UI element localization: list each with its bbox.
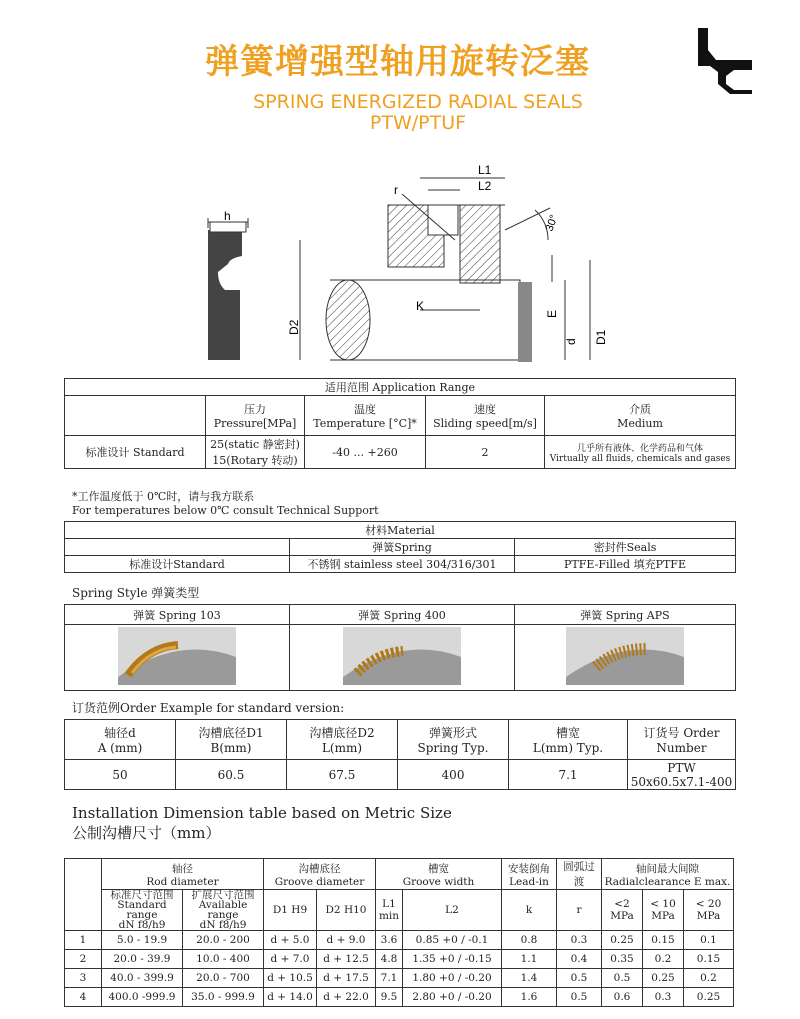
table-cell: 1 [65, 931, 102, 950]
table-row [65, 988, 734, 1007]
order-value-spring: 400 [398, 760, 509, 790]
table-cell: d + 10.5 [264, 969, 317, 988]
order-value-d1: 60.5 [176, 760, 287, 790]
table-cell: 40.0 - 399.9 [102, 969, 183, 988]
inst-group-groove: 沟槽底径 Groove diameter [264, 859, 376, 890]
inst-sub-l2: L2 [403, 890, 502, 931]
installation-heading-cn: 公制沟槽尺寸（mm） [72, 824, 221, 842]
material-col-spring: 弹簧Spring [290, 539, 515, 556]
table-cell: 400.0 -999.9 [102, 988, 183, 1007]
app-header-medium: 介质 Medium [545, 396, 736, 436]
table-cell: 2 [65, 950, 102, 969]
material-caption: 材料Material [65, 522, 736, 539]
inst-group-rod: 轴径 Rod diameter [102, 859, 264, 890]
inst-group-clearance: 轴间最大间隙 Radialclearance E max. [602, 859, 734, 890]
table-cell: 0.25 [684, 988, 734, 1007]
table-cell: 0.8 [502, 931, 557, 950]
table-cell: 2.80 +0 / -0.20 [403, 988, 502, 1007]
title-en-line2: PTW/PTUF [369, 112, 467, 134]
table-cell: 0.3 [643, 988, 684, 1007]
table-cell: 0.85 +0 / -0.1 [403, 931, 502, 950]
page-title-cn: 弹簧增强型轴用旋转泛塞 [205, 42, 590, 82]
application-caption: 适用范围 Application Range [65, 379, 736, 396]
order-header-d2: 沟槽底径D2 L(mm) [287, 720, 398, 760]
spring-400-image [343, 627, 461, 685]
material-col-seals: 密封件Seals [515, 539, 736, 556]
label-E: E [545, 309, 559, 318]
inst-sub-d2: D2 H10 [317, 890, 376, 931]
order-header-d1: 沟槽底径D1 B(mm) [176, 720, 287, 760]
label-angle: 30° [543, 213, 561, 234]
inst-group-radius: 圆弧过 渡 [557, 859, 602, 890]
inst-sub-std: 标准尺寸范围 Standard range dN f8/h9 [102, 890, 183, 931]
spring-aps-image [566, 627, 684, 685]
table-cell: d + 7.0 [264, 950, 317, 969]
table-cell: 20.0 - 700 [183, 969, 264, 988]
title-en-line1: SPRING ENERGIZED RADIAL SEALS [253, 91, 583, 113]
inst-group-width: 槽宽 Groove width [376, 859, 502, 890]
inst-sub-p2: < 10 MPa [643, 890, 684, 931]
table-cell: d + 9.0 [317, 931, 376, 950]
app-pressure: 25(static 静密封) 15(Rotary 转动) [206, 436, 305, 469]
material-spring: 不锈钢 stainless steel 304/316/301 [290, 556, 515, 573]
table-cell: 0.5 [557, 969, 602, 988]
table-cell: 5.0 - 19.9 [102, 931, 183, 950]
table-cell: 1.1 [502, 950, 557, 969]
table-cell: 1.80 +0 / -0.20 [403, 969, 502, 988]
order-value-d2: 67.5 [287, 760, 398, 790]
order-header-number: 订货号 Order Number [628, 720, 736, 760]
label-r: r [394, 183, 398, 197]
table-cell: 1.6 [502, 988, 557, 1007]
table-cell: 0.1 [684, 931, 734, 950]
app-header-pressure: 压力 Pressure[MPa] [206, 396, 305, 436]
table-cell: 0.4 [557, 950, 602, 969]
table-cell: d + 14.0 [264, 988, 317, 1007]
table-cell: 0.5 [602, 969, 643, 988]
app-row-label: 标准设计 Standard [65, 436, 206, 469]
label-L1: L1 [478, 163, 492, 177]
technical-drawing [180, 160, 630, 370]
table-cell: 0.2 [684, 969, 734, 988]
order-example-table [64, 719, 736, 790]
table-cell: 1.35 +0 / -0.15 [403, 950, 502, 969]
table-cell: 0.25 [643, 969, 684, 988]
material-table [64, 521, 736, 573]
page-title-en [228, 92, 608, 134]
order-header-shaft: 轴径d A (mm) [65, 720, 176, 760]
table-cell: 9.5 [376, 988, 403, 1007]
table-cell: 10.0 - 400 [183, 950, 264, 969]
table-cell: 20.0 - 39.9 [102, 950, 183, 969]
installation-heading-en: Installation Dimension table based on Metric Size [72, 804, 452, 822]
order-value-width: 7.1 [509, 760, 628, 790]
table-cell: 35.0 - 999.9 [183, 988, 264, 1007]
app-speed: 2 [426, 436, 545, 469]
table-cell: 0.6 [602, 988, 643, 1007]
order-value-shaft: 50 [65, 760, 176, 790]
table-cell: 0.3 [557, 931, 602, 950]
inst-sub-p3: < 20 MPa [684, 890, 734, 931]
inst-sub-d1: D1 H9 [264, 890, 317, 931]
inst-sub-k: k [502, 890, 557, 931]
app-header-temperature: 温度 Temperature [°C]* [305, 396, 426, 436]
inst-sub-r: r [557, 890, 602, 931]
table-cell: 7.1 [376, 969, 403, 988]
spring-103-label: 弹簧 Spring 103 [65, 605, 290, 625]
app-temperature: -40 ... +260 [305, 436, 426, 469]
table-row [65, 969, 734, 988]
inst-sub-p1: <2 MPa [602, 890, 643, 931]
table-cell: 20.0 - 200 [183, 931, 264, 950]
label-L2: L2 [478, 179, 492, 193]
order-header-width: 槽宽 L(mm) Typ. [509, 720, 628, 760]
inst-sub-l1: L1 min [376, 890, 403, 931]
table-cell: 1.4 [502, 969, 557, 988]
inst-group-leadin: 安装倒角 Lead-in [502, 859, 557, 890]
table-cell: 0.25 [602, 931, 643, 950]
table-cell: 0.35 [602, 950, 643, 969]
installation-table [64, 858, 734, 1007]
order-value-number: PTW 50x60.5x7.1-400 [628, 760, 736, 790]
table-cell: d + 5.0 [264, 931, 317, 950]
table-cell: 0.2 [643, 950, 684, 969]
table-cell: d + 22.0 [317, 988, 376, 1007]
table-row [65, 931, 734, 950]
order-example-heading: 订货范例Order Example for standard version: [72, 701, 345, 715]
table-cell: d + 17.5 [317, 969, 376, 988]
table-cell: 0.5 [557, 988, 602, 1007]
table-cell: 0.15 [643, 931, 684, 950]
temp-note-en: For temperatures below 0℃ consult Technical Support [72, 504, 379, 517]
table-cell: 3.6 [376, 931, 403, 950]
spring-103-image [118, 627, 236, 685]
label-D1: D1 [594, 329, 608, 345]
material-seals: PTFE-Filled 填充PTFE [515, 556, 736, 573]
spring-aps-label: 弹簧 Spring APS [515, 605, 736, 625]
table-cell: d + 12.5 [317, 950, 376, 969]
table-cell: 3 [65, 969, 102, 988]
table-cell: 4.8 [376, 950, 403, 969]
application-range-table [64, 378, 736, 469]
spring-style-heading: Spring Style 弹簧类型 [72, 586, 200, 600]
temp-note-cn: *工作温度低于 0℃时，请与我方联系 [72, 490, 255, 503]
seal-profile-logo [696, 28, 756, 98]
order-header-spring: 弹簧形式 Spring Typ. [398, 720, 509, 760]
app-medium: 几乎所有液体、化学药品和气体 Virtually all fluids, chemicals and gases [545, 436, 736, 469]
inst-sub-avl: 扩展尺寸范围 Available range dN f8/h9 [183, 890, 264, 931]
app-header-speed: 速度 Sliding speed[m/s] [426, 396, 545, 436]
table-row [65, 950, 734, 969]
table-cell: 0.15 [684, 950, 734, 969]
material-row-label: 标准设计Standard [65, 556, 290, 573]
spring-style-table [64, 604, 736, 691]
label-D2: D2 [287, 319, 301, 335]
label-K: K [416, 299, 425, 313]
label-d: d [564, 338, 578, 345]
label-h: h [224, 209, 231, 223]
table-cell: 4 [65, 988, 102, 1007]
spring-400-label: 弹簧 Spring 400 [290, 605, 515, 625]
